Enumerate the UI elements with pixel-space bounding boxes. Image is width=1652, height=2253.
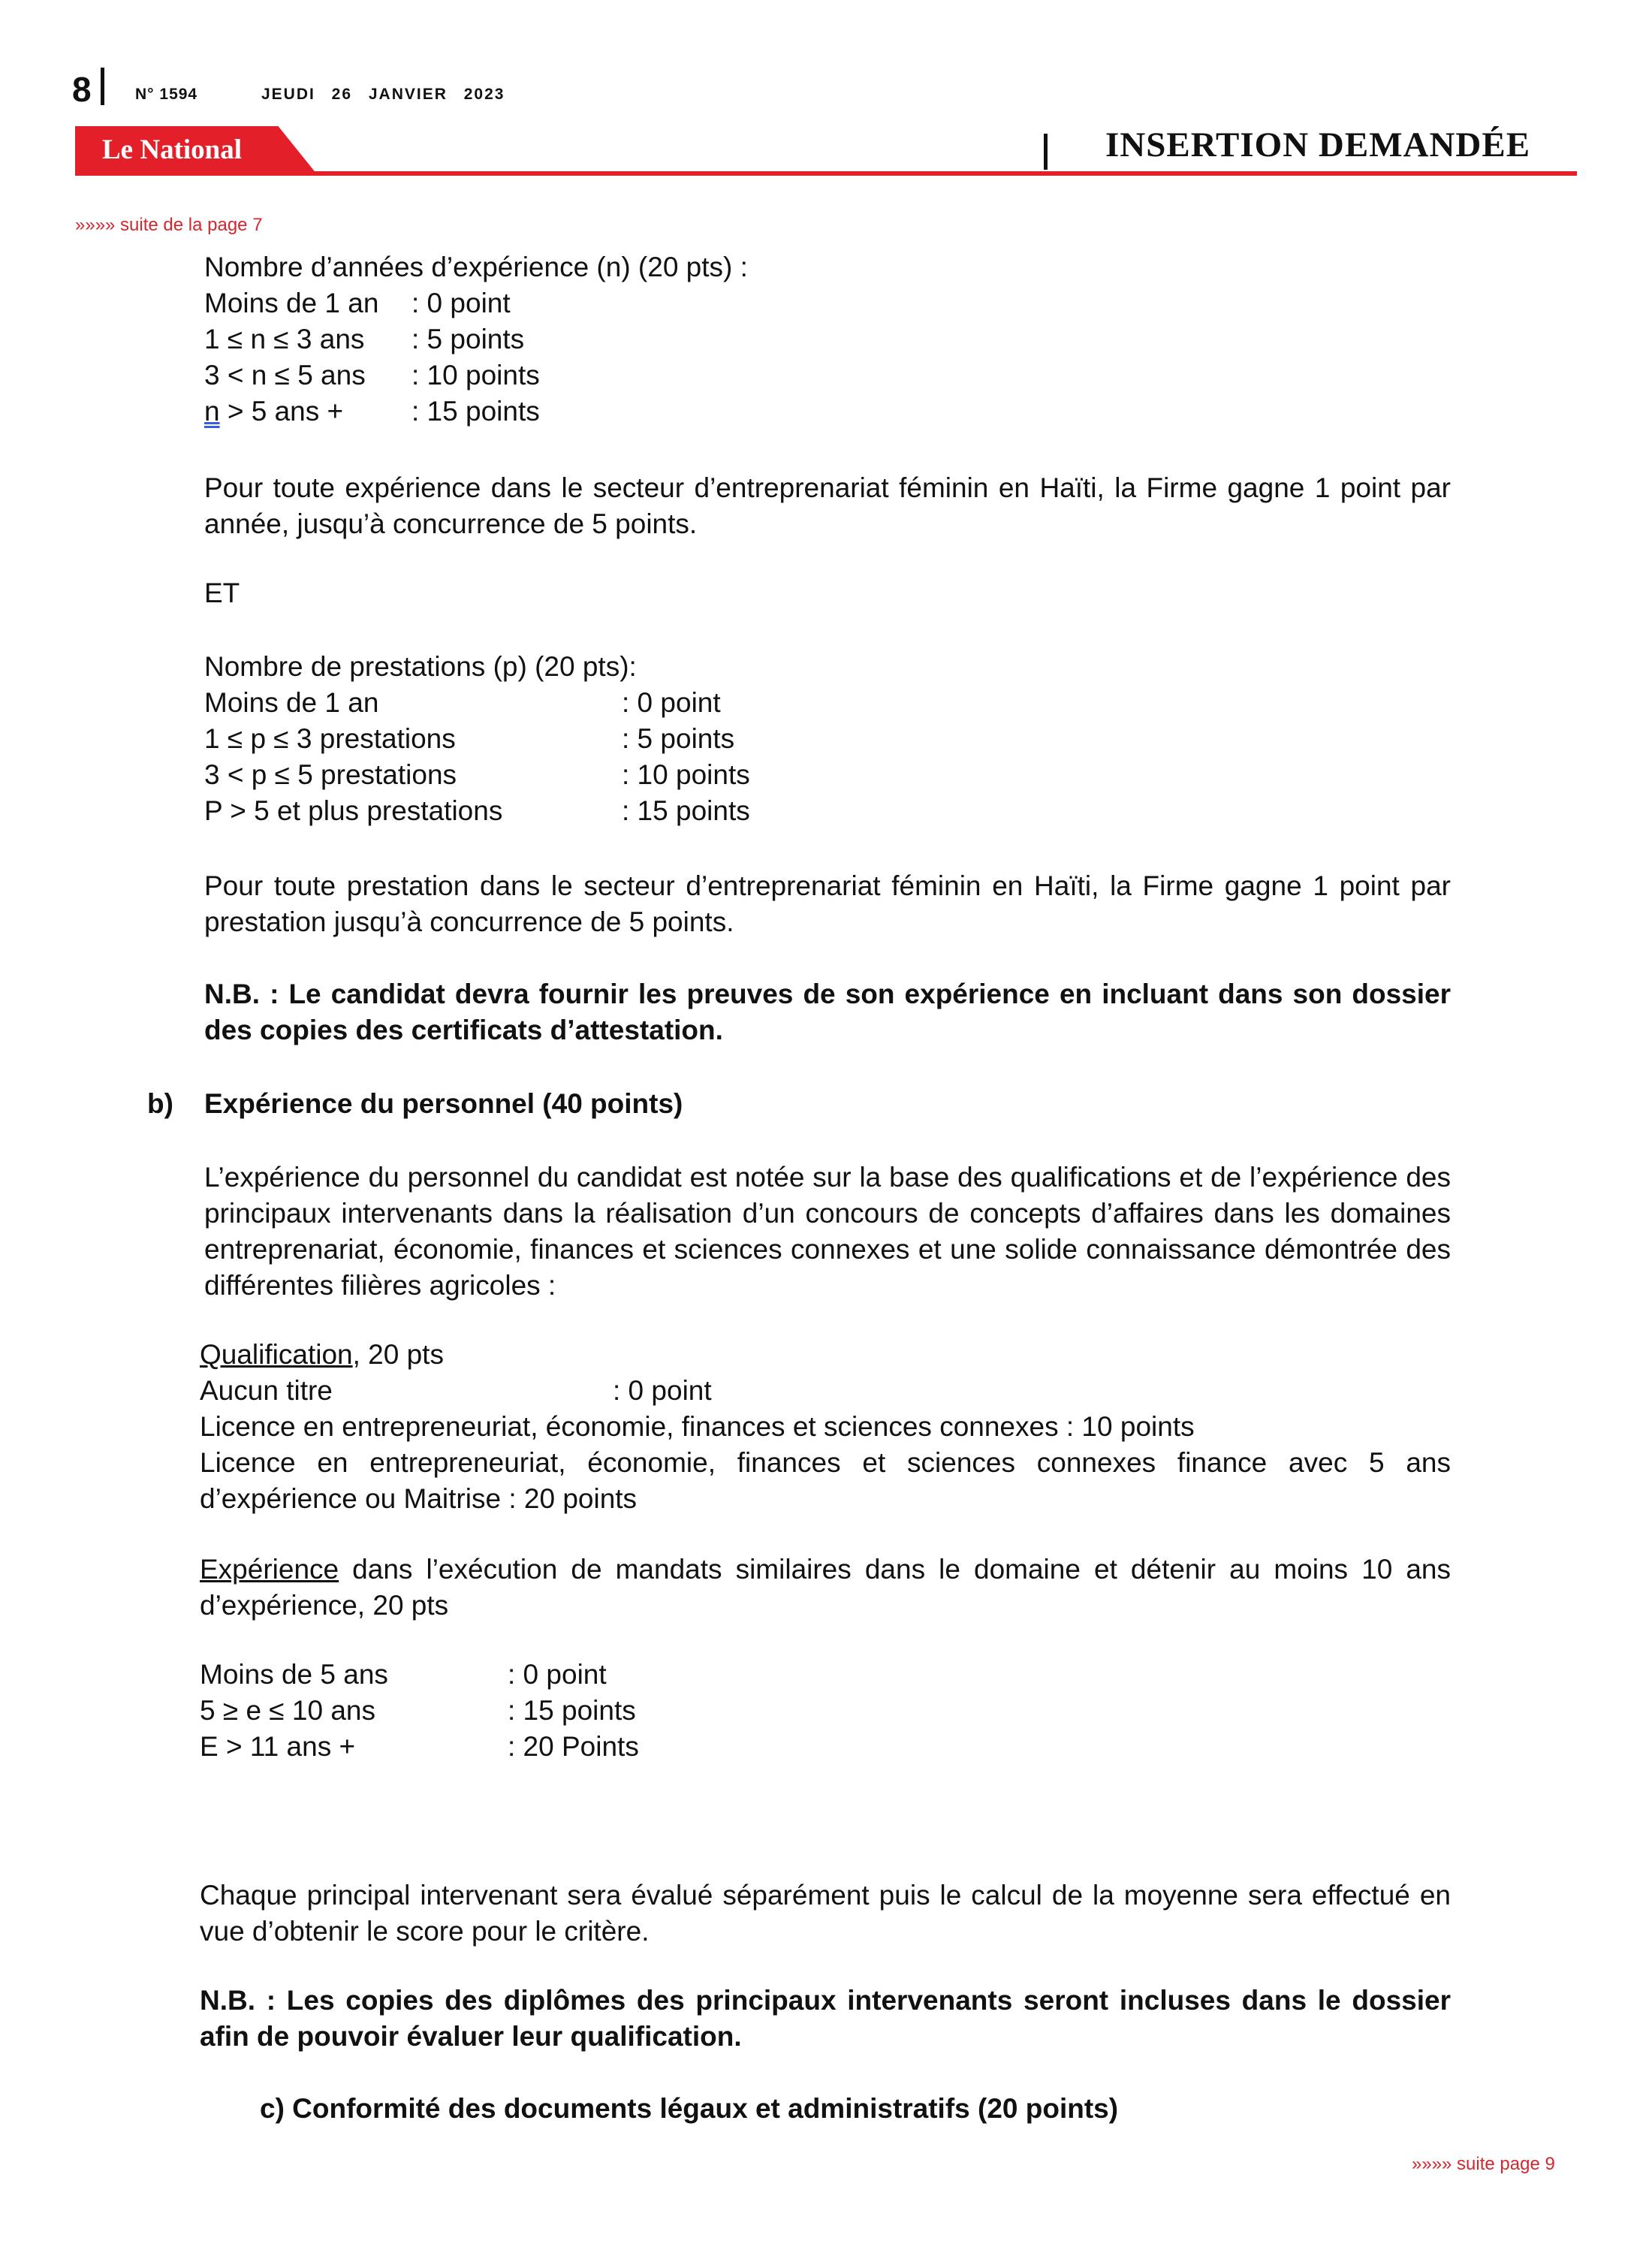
personnel-title: Expérience du personnel (40 points) [204,1088,683,1119]
section-letter-b: b) [147,1088,173,1119]
issue-number: N° 1594 [135,86,198,103]
issue-date: JEUDI 26 JANVIER 2023 [261,86,505,103]
section-divider [1044,134,1048,170]
experience-row-points: : 15 points [508,1695,636,1726]
services-row-label: Moins de 1 an [204,687,379,718]
services-row-label: 3 < p ≤ 5 prestations [204,759,457,790]
services-row-label: 1 ≤ p ≤ 3 prestations [204,723,456,754]
services-row-points: : 0 point [622,687,721,718]
experience-years-title: Nombre d’années d’expérience (n) (20 pts) : [204,252,748,282]
experience-row-points: : 0 point [411,288,511,318]
page-number: 8 [72,70,92,109]
experience-row-label: 3 < n ≤ 5 ans [204,360,366,391]
qualification-licence: Licence en entrepreneuriat, économie, finances et sciences connexes : 10 points [200,1411,1195,1442]
services-row-points: : 10 points [622,759,750,790]
experience-row-points: : 15 points [411,396,540,427]
experience-row-label: 1 ≤ n ≤ 3 ans [204,324,365,354]
qualification-licence-experience: Licence en entrepreneuriat, économie, finances et sciences connexes finance avec 5 ans d’expérience ou Maitrise : 20 points [200,1447,1451,1514]
experience-row-points: : 0 point [508,1659,607,1690]
experience-row-label: n > 5 ans + [204,396,344,427]
services-row-points: : 5 points [622,723,735,754]
continued-from-link[interactable]: »»»» suite de la page 7 [75,215,263,235]
personnel-intro: L’expérience du personnel du candidat est notée sur la base des qualifications et de l’expérience des principaux intervenants dans la réalisation d’un concours de concepts d’affaires dans les domaines entreprenariat, économie, finances et sciences connexes et une solide connaissance démontrée des différentes filières agricoles : [204,1162,1451,1301]
header-rule [75,171,1577,176]
experience-row-label: Moins de 5 ans [200,1659,388,1690]
experience-word: Expérience [200,1554,339,1585]
services-title: Nombre de prestations (p) (20 pts): [204,651,637,682]
average-note: Chaque principal intervenant sera évalué séparément puis le calcul de la moyenne sera effectué en vue d’obtenir le score pour le critère. [200,1880,1451,1947]
qualification-word: Qualification [200,1339,353,1370]
and-text: ET [204,578,240,608]
experience-row-points: : 20 Points [508,1731,639,1762]
services-row-label: P > 5 et plus prestations [204,795,503,826]
experience-row-points: : 10 points [411,360,540,391]
experience-heading: Expérience dans l’exécution de mandats similaires dans le domaine et détenir au moins 10 ans d’expérience, 20 pts [200,1554,1451,1621]
experience-years-note: Pour toute expérience dans le secteur d’entreprenariat féminin en Haïti, la Firme gagne 1 point par année, jusqu’à concurrence de 5 points. [204,472,1451,539]
experience-row-label: E > 11 ans + [200,1731,356,1762]
services-table [204,685,805,835]
experience-row-label: 5 ≥ e ≤ 10 ans [200,1695,375,1726]
section-title: INSERTION DEMANDÉE [1105,125,1531,164]
spellcheck-underline: n [204,396,220,427]
nb-experience-proof: N.B. : Le candidat devra fournir les preuves de son expérience en incluant dans son dossier des copies des certificats d’attestation. [204,979,1451,1045]
continued-to-link[interactable]: »»»» suite page 9 [1412,2154,1555,2174]
publication-logo: Le National [102,134,243,165]
experience-years-table [204,285,805,436]
experience-row-label: Moins de 1 an [204,288,379,318]
services-note: Pour toute prestation dans le secteur d’entreprenariat féminin en Haïti, la Firme gagne 1 point par prestation jusqu’à concurrence de 5 points. [204,870,1451,937]
experience-row-points: : 5 points [411,324,525,354]
nb-diplomas: N.B. : Les copies des diplômes des principaux intervenants seront incluses dans le dossier afin de pouvoir évaluer leur qualification. [200,1985,1451,2052]
qualification-row-label: Aucun titre [200,1375,333,1406]
next-section-title: c) Conformité des documents légaux et administratifs (20 points) [260,2093,1119,2124]
page-number-divider [101,68,104,105]
qualification-row-points: : 0 point [613,1375,712,1406]
qualification-heading: Qualification, 20 pts [200,1339,444,1370]
services-row-points: : 15 points [622,795,750,826]
